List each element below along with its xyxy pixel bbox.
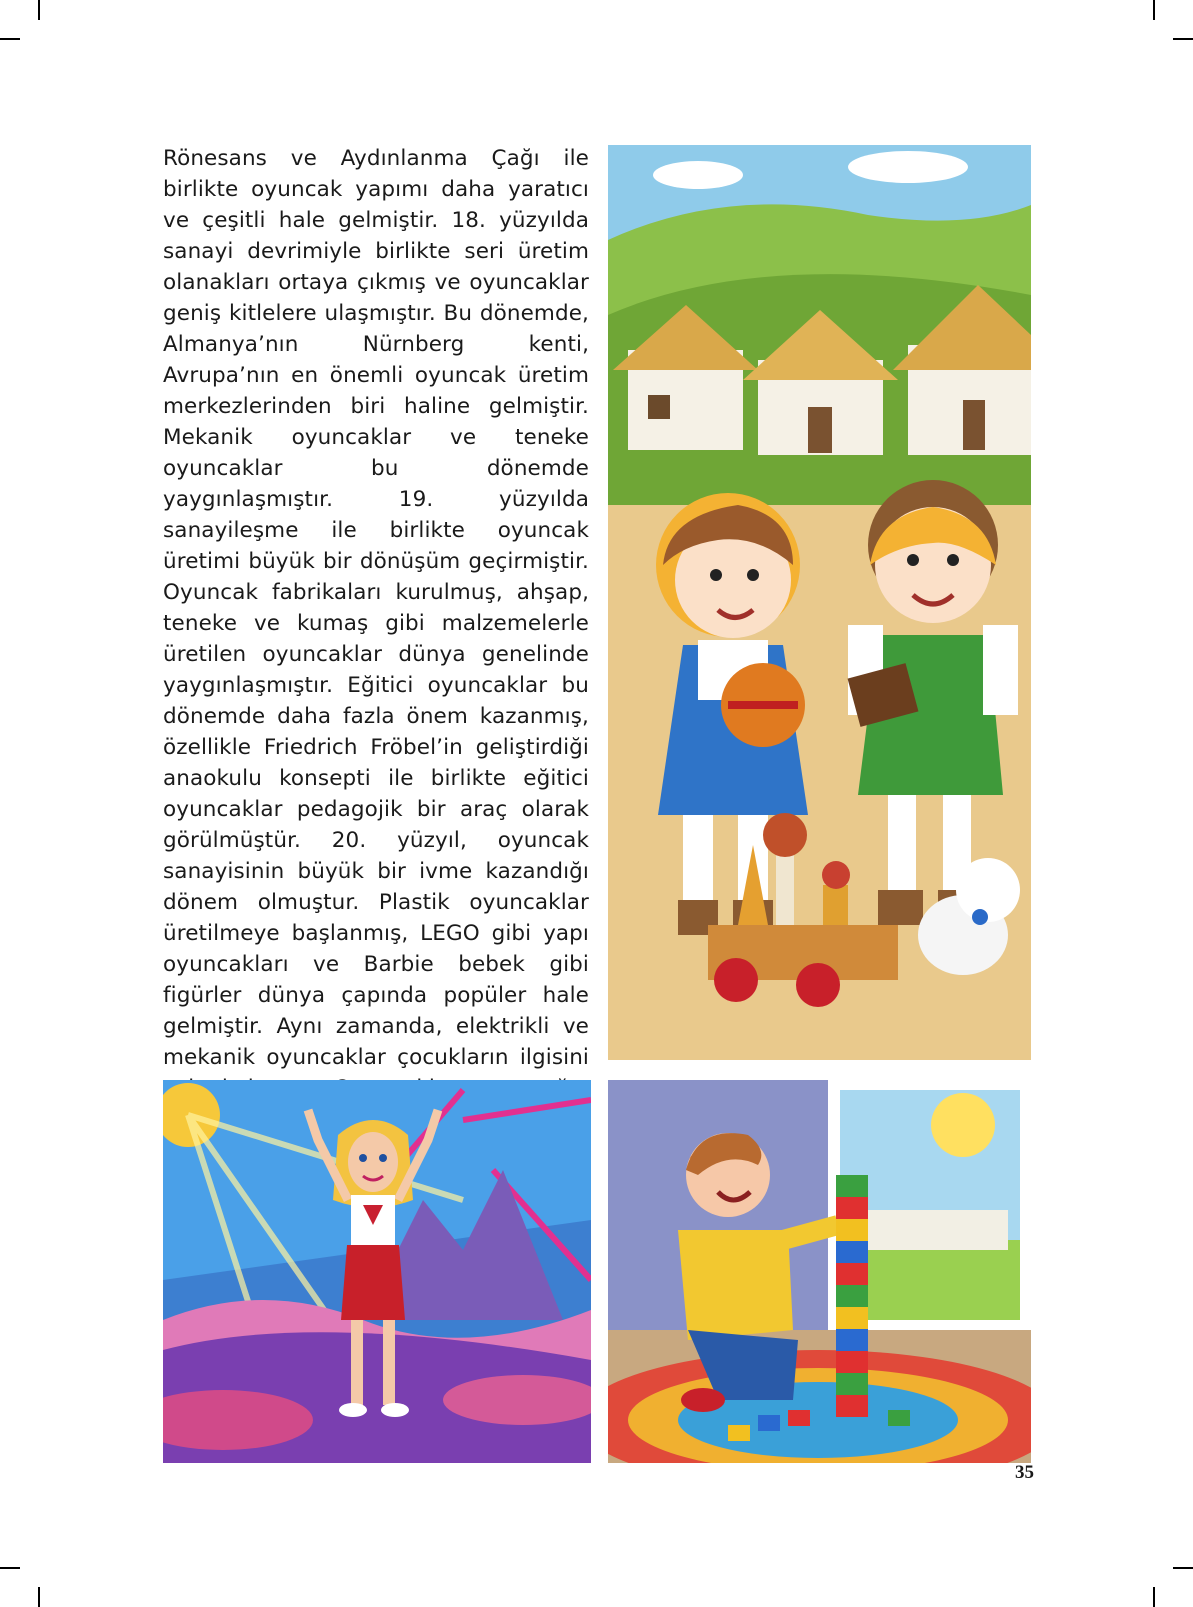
crop-mark — [38, 0, 40, 20]
page-number: 35 — [1015, 1462, 1034, 1483]
crop-mark — [0, 1567, 20, 1569]
child-building-blocks-illustration — [608, 1080, 1031, 1463]
crop-mark — [38, 1587, 40, 1607]
crop-mark — [0, 38, 20, 40]
doll-photo — [163, 1080, 591, 1463]
body-paragraph: Rönesans ve Aydınlanma Çağı ile birlikte oyuncak yapımı daha yaratıcı ve çeşitli hale gelmiştir. 18. yüzyılda sanayi devrimiyle birlikte seri üretim olanakları ortaya çıkmış ve oyuncaklar geniş kitlelere ulaşmıştır. Bu dönemde, Almanya’nın Nürnberg kenti, Avrupa’nın en önemli oyuncak üretim merkezlerinden biri haline gelmiştir. Mekanik oyuncaklar ve teneke oyuncaklar bu dönemde yaygınlaşmıştır. 19. yüzyılda sanayileşme ile birlikte oyuncak üretimi büyük bir dönüşüm geçirmiştir. Oyuncak fabrikaları kurulmuş, ahşap, teneke ve kumaş gibi malzemelerle üretilen oyuncaklar dünya genelinde yaygınlaşmıştır. Eğitici oyuncaklar bu dönemde daha fazla önem kazanmış, özellikle Friedrich Fröbel’in geliştirdiği anaokulu konsepti ile birlikte eğitici oyuncaklar pedagojik bir araç olarak görülmüştür. 20. yüzyıl, oyuncak sanayisinin büyük bir ivme kazandığı dönem olmuştur. Plastik oyuncaklar üretilmeye başlanmış, LEGO gibi yapı oyuncakları ve Barbie bebek gibi figürler dünya çapında popüler hale gelmiştir. Aynı zamanda, elektrikli ve mekanik oyuncaklar çocukların ilgisini — [163, 146, 589, 1070]
crop-mark — [1153, 1587, 1155, 1607]
crop-mark — [1153, 0, 1155, 20]
village-children-illustration — [608, 145, 1031, 1060]
crop-mark — [1173, 38, 1193, 40]
crop-mark — [1173, 1567, 1193, 1569]
